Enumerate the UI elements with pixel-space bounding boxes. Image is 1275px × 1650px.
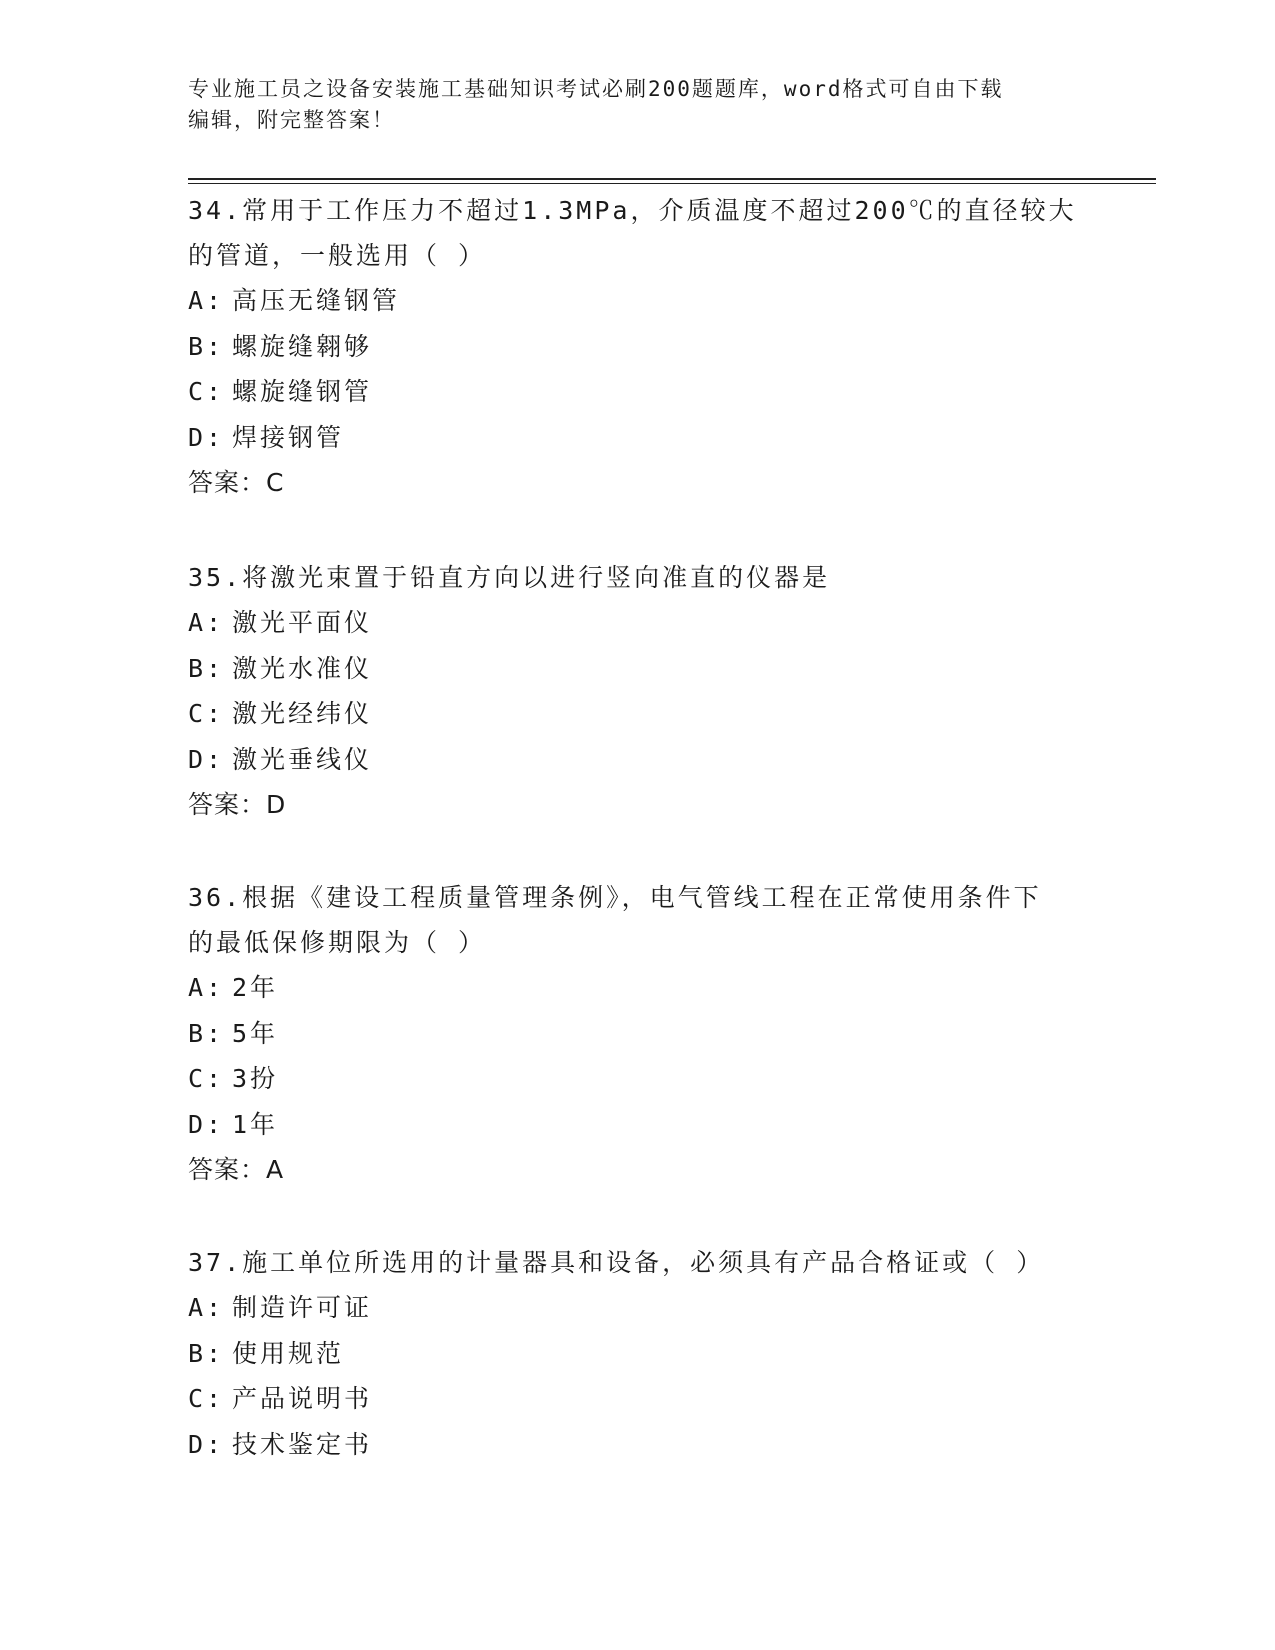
option-label: A: [188, 608, 225, 637]
option-label: D: [188, 1429, 225, 1459]
option-label: D: [188, 744, 225, 774]
question-stem [188, 555, 1088, 600]
header-line-2: 编辑，附完整答案！ [188, 108, 395, 132]
question-stem-line: 的最低保修期限为（ ） [188, 928, 487, 957]
question-35 [188, 555, 1088, 827]
option-label: D: [188, 1109, 225, 1139]
option-text: 产品说明书 [232, 1384, 373, 1413]
question-stem [188, 1240, 1088, 1285]
option-text: 激光平面仪 [232, 608, 373, 637]
answer-line: 答案：C [188, 468, 285, 497]
option-text: 制造许可证 [232, 1293, 373, 1322]
option-b [188, 646, 1088, 692]
option-text: 3扮 [232, 1064, 279, 1093]
option-label: B: [188, 331, 225, 361]
option-label: C: [188, 699, 225, 728]
option-c [188, 1056, 1088, 1102]
option-label: D: [188, 422, 225, 452]
option-label: C: [188, 1384, 225, 1413]
question-stem-line: 35.将激光束置于铅直方向以进行竖向准直的仪器是 [188, 563, 831, 592]
question-36 [188, 875, 1088, 1192]
question-stem [188, 875, 1088, 965]
option-c [188, 1376, 1088, 1422]
option-label: B: [188, 653, 225, 683]
option-d [188, 1102, 1088, 1148]
option-c [188, 369, 1088, 415]
question-37 [188, 1240, 1088, 1467]
option-label: B: [188, 1018, 225, 1048]
option-d [188, 737, 1088, 783]
option-label: C: [188, 1064, 225, 1093]
option-a [188, 600, 1088, 646]
option-label: A: [188, 286, 225, 315]
option-text: 螺旋缝翱够 [232, 331, 373, 361]
option-text: 技术鉴定书 [232, 1429, 373, 1459]
answer-line: 答案：D [188, 790, 287, 819]
header-divider [188, 178, 1156, 180]
question-stem-line: 36.根据《建设工程质量管理条例》，电气管线工程在正常使用条件下 [188, 883, 1042, 912]
option-a [188, 278, 1088, 324]
option-text: 激光垂线仪 [232, 744, 373, 774]
option-a [188, 965, 1088, 1011]
answer-line: 答案：A [188, 1155, 285, 1184]
option-label: B: [188, 1338, 225, 1368]
option-d [188, 1422, 1088, 1468]
option-label: A: [188, 1293, 225, 1322]
option-d [188, 415, 1088, 461]
option-text: 1年 [232, 1109, 279, 1139]
question-stem-line: 37.施工单位所选用的计量器具和设备，必须具有产品合格证或（ ） [188, 1248, 1045, 1277]
question-stem-line: 的管道，一般选用（ ） [188, 241, 487, 270]
header-line-1: 专业施工员之设备安装施工基础知识考试必刷200题题库，word格式可自由下载 [188, 77, 1004, 101]
option-text: 激光经纬仪 [232, 699, 373, 728]
question-stem-line: 34.常用于工作压力不超过1.3MPa，介质温度不超过200℃的直径较大 [188, 196, 1077, 225]
option-text: 螺旋缝钢管 [232, 377, 373, 406]
option-label: C: [188, 377, 225, 406]
option-text: 激光水准仪 [232, 653, 373, 683]
option-b [188, 1011, 1088, 1057]
option-label: A: [188, 973, 225, 1002]
option-text: 5年 [232, 1018, 279, 1048]
option-b [188, 1331, 1088, 1377]
option-c [188, 691, 1088, 737]
option-text: 使用规范 [232, 1338, 345, 1368]
option-text: 焊接钢管 [232, 422, 345, 452]
question-stem [188, 188, 1088, 278]
option-a [188, 1285, 1088, 1331]
option-text: 2年 [232, 973, 279, 1002]
question-34 [188, 188, 1088, 505]
option-b [188, 324, 1088, 370]
header-divider-thin [188, 183, 1156, 184]
option-text: 高压无缝钢管 [232, 286, 401, 315]
document-header [188, 74, 1068, 136]
